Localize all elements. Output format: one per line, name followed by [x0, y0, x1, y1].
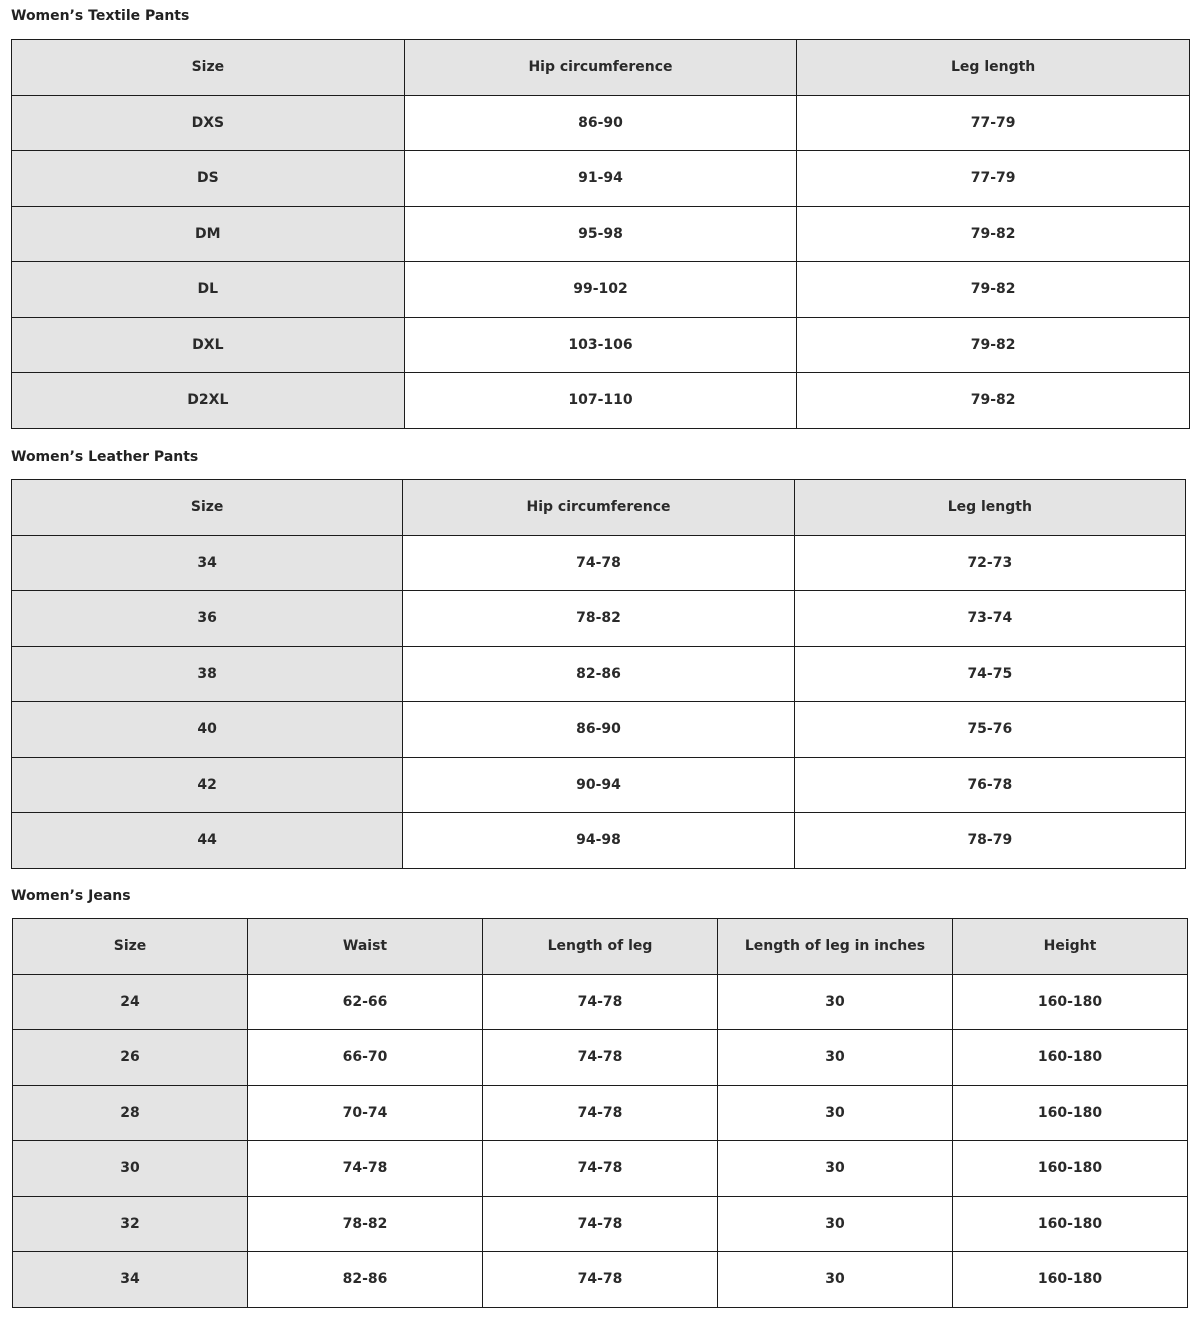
value-cell: 91-94	[404, 151, 797, 207]
column-header: Hip circumference	[403, 480, 794, 536]
value-cell: 62-66	[248, 974, 483, 1030]
value-cell: 78-82	[403, 591, 794, 647]
value-cell: 94-98	[403, 813, 794, 869]
column-header: Leg length	[794, 480, 1185, 536]
value-cell: 74-75	[794, 646, 1185, 702]
value-cell: 30	[718, 974, 953, 1030]
value-cell: 78-82	[248, 1196, 483, 1252]
size-cell: D2XL	[12, 373, 405, 429]
size-cell: 34	[12, 535, 403, 591]
size-cell: DM	[12, 206, 405, 262]
table-row	[12, 151, 1190, 207]
size-cell: 42	[12, 757, 403, 813]
value-cell: 95-98	[404, 206, 797, 262]
size-cell: 32	[13, 1196, 248, 1252]
value-cell: 74-78	[483, 1252, 718, 1308]
value-cell: 76-78	[794, 757, 1185, 813]
value-cell: 79-82	[797, 262, 1190, 318]
jeans-title: Women’s Jeans	[11, 888, 131, 904]
value-cell: 66-70	[248, 1030, 483, 1086]
table-row	[12, 206, 1190, 262]
value-cell: 74-78	[248, 1141, 483, 1197]
value-cell: 74-78	[483, 1085, 718, 1141]
table-row	[12, 591, 1186, 647]
table-header-row	[12, 40, 1190, 96]
value-cell: 160-180	[953, 1141, 1188, 1197]
value-cell: 160-180	[953, 1030, 1188, 1086]
value-cell: 82-86	[403, 646, 794, 702]
value-cell: 30	[718, 1085, 953, 1141]
value-cell: 82-86	[248, 1252, 483, 1308]
size-cell: 26	[13, 1030, 248, 1086]
jeans-table	[12, 918, 1188, 1308]
textile-pants-title: Women’s Textile Pants	[11, 8, 190, 24]
value-cell: 160-180	[953, 974, 1188, 1030]
table-row	[12, 813, 1186, 869]
value-cell: 30	[718, 1252, 953, 1308]
table-row	[12, 95, 1190, 151]
value-cell: 74-78	[483, 1030, 718, 1086]
size-cell: 38	[12, 646, 403, 702]
table-header-row	[13, 919, 1188, 975]
value-cell: 86-90	[404, 95, 797, 151]
value-cell: 90-94	[403, 757, 794, 813]
size-cell: 28	[13, 1085, 248, 1141]
column-header: Size	[13, 919, 248, 975]
column-header: Size	[12, 480, 403, 536]
value-cell: 160-180	[953, 1196, 1188, 1252]
size-cell: 30	[13, 1141, 248, 1197]
value-cell: 30	[718, 1196, 953, 1252]
column-header: Leg length	[797, 40, 1190, 96]
table-header-row	[12, 480, 1186, 536]
value-cell: 107-110	[404, 373, 797, 429]
value-cell: 74-78	[483, 974, 718, 1030]
size-cell: DXL	[12, 317, 405, 373]
value-cell: 75-76	[794, 702, 1185, 758]
value-cell: 74-78	[483, 1196, 718, 1252]
value-cell: 78-79	[794, 813, 1185, 869]
column-header: Hip circumference	[404, 40, 797, 96]
leather-pants-title: Women’s Leather Pants	[11, 449, 199, 465]
table-row	[13, 1252, 1188, 1308]
value-cell: 160-180	[953, 1252, 1188, 1308]
value-cell: 74-78	[403, 535, 794, 591]
size-cell: 44	[12, 813, 403, 869]
table-row	[13, 1030, 1188, 1086]
value-cell: 30	[718, 1141, 953, 1197]
value-cell: 74-78	[483, 1141, 718, 1197]
value-cell: 72-73	[794, 535, 1185, 591]
size-cell: 34	[13, 1252, 248, 1308]
table-row	[12, 317, 1190, 373]
table-row	[12, 535, 1186, 591]
size-cell: 24	[13, 974, 248, 1030]
value-cell: 86-90	[403, 702, 794, 758]
column-header: Height	[953, 919, 1188, 975]
table-row	[12, 373, 1190, 429]
table-row	[13, 1196, 1188, 1252]
column-header: Size	[12, 40, 405, 96]
size-cell: DL	[12, 262, 405, 318]
value-cell: 77-79	[797, 151, 1190, 207]
value-cell: 160-180	[953, 1085, 1188, 1141]
size-cell: DXS	[12, 95, 405, 151]
value-cell: 73-74	[794, 591, 1185, 647]
value-cell: 70-74	[248, 1085, 483, 1141]
leather-pants-table	[11, 479, 1186, 869]
table-row	[12, 757, 1186, 813]
table-row	[13, 1085, 1188, 1141]
table-row	[12, 262, 1190, 318]
table-row	[13, 1141, 1188, 1197]
column-header: Length of leg in inches	[718, 919, 953, 975]
column-header: Waist	[248, 919, 483, 975]
value-cell: 103-106	[404, 317, 797, 373]
size-cell: 36	[12, 591, 403, 647]
size-cell: 40	[12, 702, 403, 758]
size-cell: DS	[12, 151, 405, 207]
table-row	[12, 702, 1186, 758]
textile-pants-table	[11, 39, 1190, 429]
value-cell: 77-79	[797, 95, 1190, 151]
value-cell: 79-82	[797, 206, 1190, 262]
column-header: Length of leg	[483, 919, 718, 975]
value-cell: 79-82	[797, 317, 1190, 373]
value-cell: 30	[718, 1030, 953, 1086]
table-row	[13, 974, 1188, 1030]
value-cell: 79-82	[797, 373, 1190, 429]
table-row	[12, 646, 1186, 702]
value-cell: 99-102	[404, 262, 797, 318]
